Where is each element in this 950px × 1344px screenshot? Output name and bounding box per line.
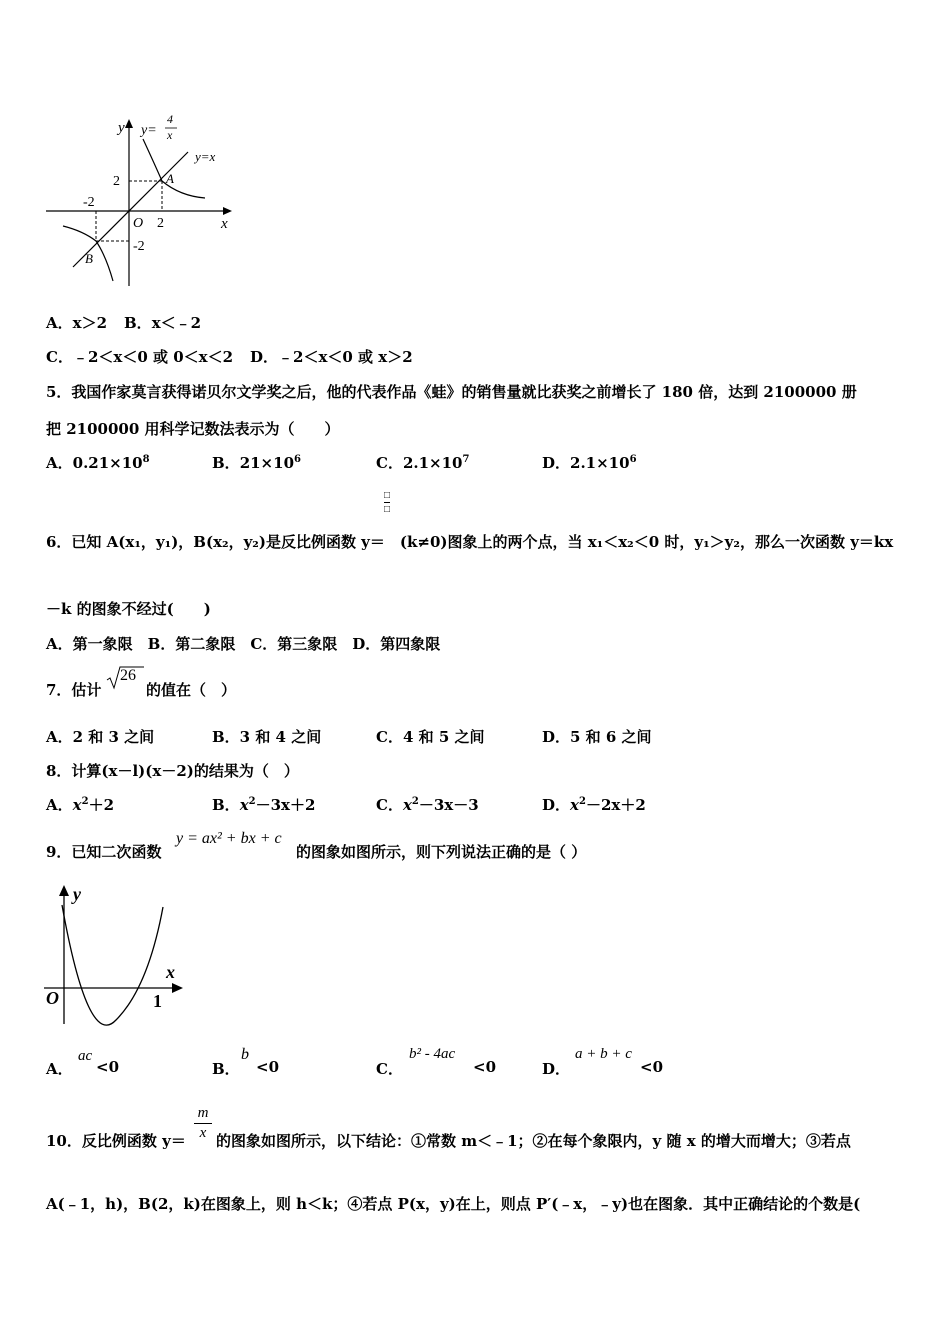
q9-option-a-rel: <0 xyxy=(96,1058,120,1076)
fig1-tick-2y: 2 xyxy=(113,174,120,189)
fig1-tick-2x: 2 xyxy=(157,216,164,231)
q9-option-c-rel: <0 xyxy=(473,1058,497,1076)
q5-option-b: B．$21\times 10^6$ xyxy=(212,454,301,472)
q4-option-c: C．﹣2＜x＜0 或 0＜x＜2 xyxy=(46,348,234,366)
fig1-tick-neg2x: -2 xyxy=(83,195,95,210)
q9-option-b-expr: b xyxy=(241,1046,249,1063)
figure-parabola-graph xyxy=(40,880,190,1030)
q7-option-b: B．3 和 4 之间 xyxy=(212,728,322,746)
q9-option-b-label: B． xyxy=(212,1060,240,1078)
q9-suffix: 的图象如图所示，则下列说法正确的是（ ） xyxy=(296,843,587,861)
q5-stem-line1: 5．我国作家莫言获得诺贝尔文学奖之后，他的代表作品《蛙》的销售量就比获奖之前增长了 180 倍，达到 2100000 册 xyxy=(46,383,857,401)
fig2-origin-label: O xyxy=(46,988,59,1008)
q9-formula: y = ax² + bx + c xyxy=(176,830,282,847)
fig1-point-b: B xyxy=(85,251,93,266)
q9-prefix: 9．已知二次函数 xyxy=(46,843,162,861)
fig1-curve-denominator: x xyxy=(167,128,173,142)
q5-option-c: C．$2.1\times 10^7$ xyxy=(376,454,470,472)
q10-stem-line2: A(﹣1，h)，B(2，k)在图象上，则 h＜k；④若点 P(x，y)在上，则点 P′(﹣x，﹣y)也在图象．其中正确结论的个数是( xyxy=(46,1195,861,1213)
q7-option-a: A．2 和 3 之间 xyxy=(46,728,155,746)
q4-option-d: D．﹣2＜x＜0 或 x＞2 xyxy=(250,348,413,366)
q7-option-c: C．4 和 5 之间 xyxy=(376,728,485,746)
q4-option-a: A．x＞2 xyxy=(46,314,108,332)
q8-option-a: A．$x^2+2$ xyxy=(46,796,114,814)
fig2-y-label: y xyxy=(73,884,81,904)
fig1-y-axis-label: y xyxy=(118,120,125,136)
q5-option-a: A．$0.21\times 10^8$ xyxy=(46,454,150,472)
q8-option-d: D．$x^2-2x+2$ xyxy=(542,796,646,814)
q5-stem-line2: 把 2100000 用科学记数法表示为（ ） xyxy=(46,420,340,438)
q8-stem: 8．计算(x－l)(x－2)的结果为（ ） xyxy=(46,762,299,780)
q9-option-c-label: C． xyxy=(376,1060,403,1078)
fig1-tick-neg2y: -2 xyxy=(133,239,145,254)
fig2-one-label: 1 xyxy=(153,991,162,1011)
q6-options: A．第一象限 B．第二象限 C．第三象限 D．第四象限 xyxy=(46,635,441,653)
q8-option-b: B．$x^2-3x+2$ xyxy=(212,796,316,814)
q6-fraction-placeholder: □ □ xyxy=(384,490,391,515)
q9-option-d-rel: <0 xyxy=(640,1058,664,1076)
fig1-curve-label: y= xyxy=(141,123,157,138)
q10-stem-prefix: 10．反比例函数 y＝ xyxy=(46,1132,186,1150)
fig1-origin-label: O xyxy=(133,216,144,231)
q9-option-a-expr: ac xyxy=(78,1048,93,1064)
q10-fraction-denominator: x xyxy=(199,1125,207,1141)
fig1-line-label: y=x xyxy=(195,149,216,164)
q9-option-b-rel: <0 xyxy=(256,1058,280,1076)
q7-option-d: D．5 和 6 之间 xyxy=(542,728,652,746)
q7-prefix: 7．估计 xyxy=(46,681,102,699)
q8-option-c: C．$x^2-3x-3$ xyxy=(376,796,479,814)
fig1-x-axis-label: x xyxy=(221,216,228,232)
fig1-curve-numerator: 4 xyxy=(167,112,173,126)
q7-suffix: 的值在（ ） xyxy=(146,681,237,699)
q4-option-b: B．x＜﹣2 xyxy=(124,314,202,332)
fig1-point-a: A xyxy=(166,171,174,186)
q9-option-a-label: A． xyxy=(46,1060,73,1078)
q9-option-d-expr: a + b + c xyxy=(575,1046,632,1062)
q10-stem-suffix: 的图象如图所示，以下结论：①常数 m＜﹣1；②在每个象限内，y 随 x 的增大而增大；③若点 xyxy=(216,1132,851,1150)
q6-stem-line1: 6．已知 A(x₁，y₁)，B(x₂，y₂)是反比例函数 y＝ (k≠0)图象上的两个点，当 x₁＜x₂＜0 时，y₁＞y₂，那么一次函数 y＝kx xyxy=(46,533,894,551)
q10-fraction-numerator: m xyxy=(197,1105,209,1121)
q9-option-c-expr: b² - 4ac xyxy=(409,1046,456,1062)
figure-inverse-function-graph xyxy=(40,110,250,290)
fig2-x-label: x xyxy=(166,962,175,982)
q6-stem-line2: －k 的图象不经过( ) xyxy=(46,600,211,618)
q5-option-d: D．$2.1\times 10^6$ xyxy=(542,454,637,472)
q10-fraction xyxy=(194,1105,212,1142)
q9-option-d-label: D． xyxy=(542,1060,571,1078)
q7-radicand: 26 xyxy=(120,667,136,684)
